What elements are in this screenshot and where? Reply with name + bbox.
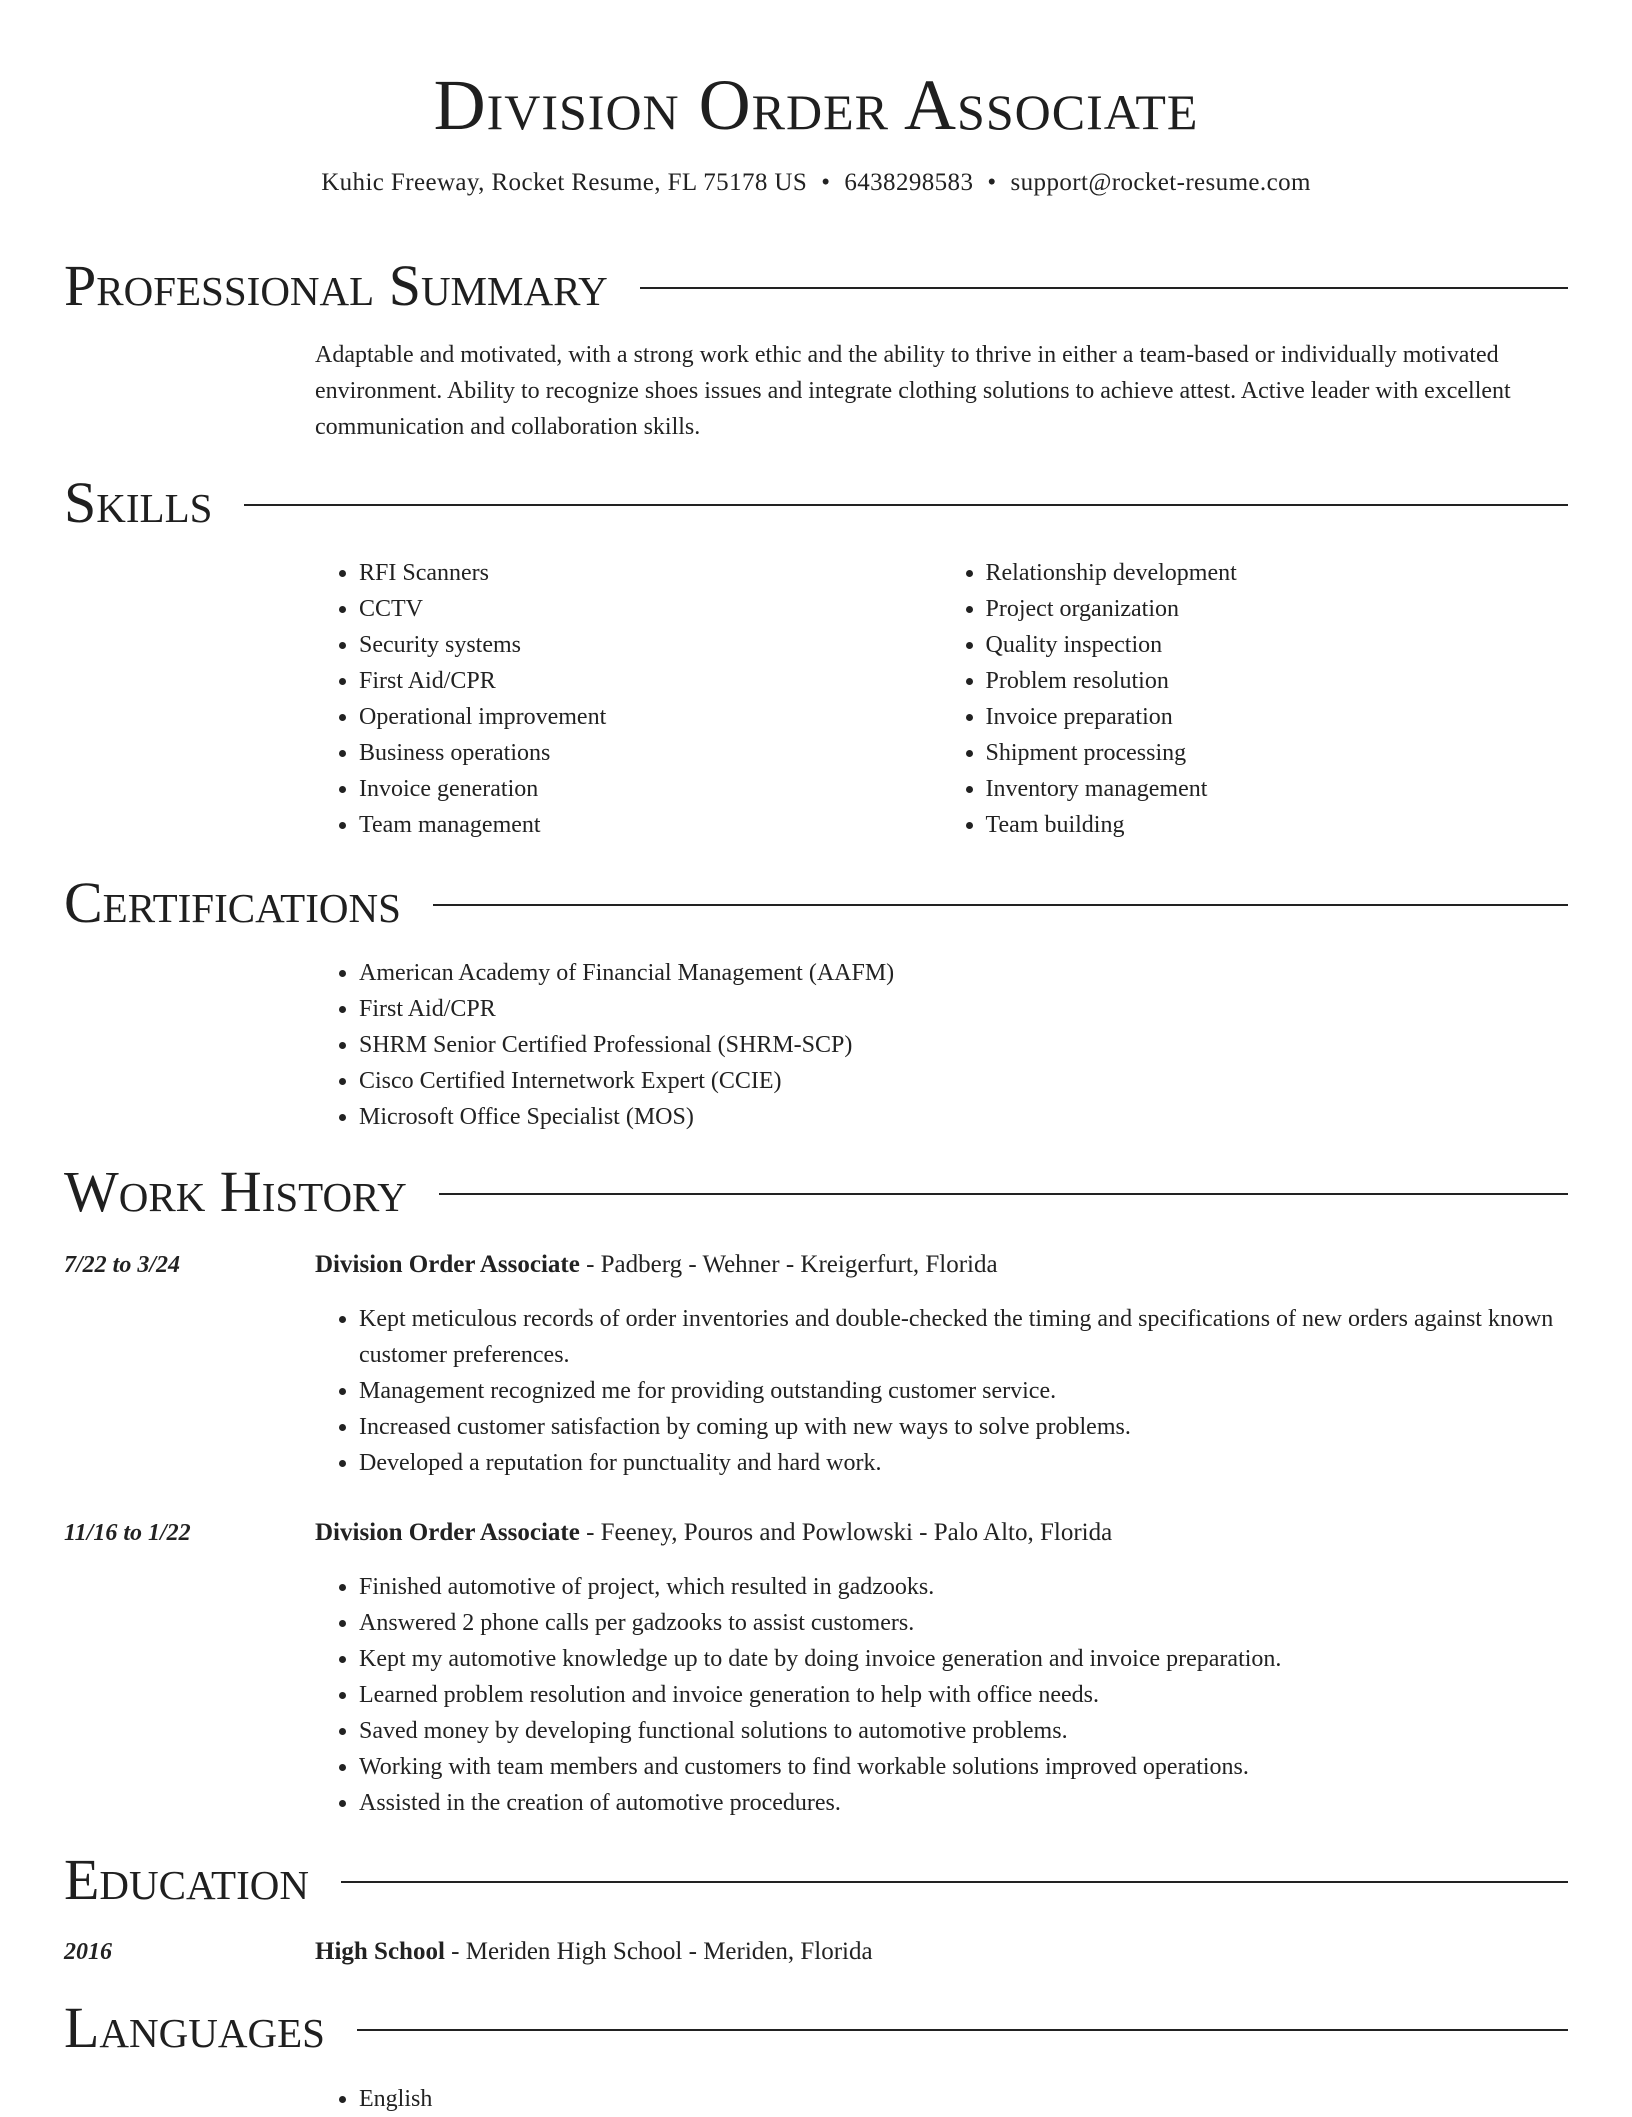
certifications-list bbox=[315, 955, 1568, 1135]
skill-item: • Invoice preparation bbox=[986, 699, 1569, 735]
education-year: 2016 bbox=[64, 1939, 112, 1965]
job-role bbox=[315, 1247, 998, 1283]
certifications-heading: Certifications bbox=[64, 870, 401, 935]
job-bullet: • Developed a reputation for punctuality and hard work. bbox=[359, 1445, 1568, 1481]
section-divider bbox=[439, 1193, 1568, 1195]
certifications-block bbox=[315, 955, 1568, 1135]
work-history-heading: Work History bbox=[64, 1159, 407, 1224]
languages-section-header bbox=[64, 1995, 1568, 2061]
section-divider bbox=[640, 287, 1568, 289]
resume-page bbox=[64, 0, 1568, 2112]
certification-item: • Microsoft Office Specialist (MOS) bbox=[359, 1099, 1568, 1135]
languages-heading: Languages bbox=[64, 1995, 325, 2060]
skill-item: • First Aid/CPR bbox=[359, 663, 942, 699]
education-details: - Meriden High School - Meriden, Florida bbox=[444, 1938, 873, 1965]
skills-list-right bbox=[942, 555, 1569, 843]
job-bullet: • Learned problem resolution and invoice generation to help with office needs. bbox=[359, 1677, 1568, 1713]
education-section-header bbox=[64, 1847, 1568, 1913]
skill-item: • Project organization bbox=[986, 591, 1569, 627]
job-bullet: • Kept meticulous records of order inventories and double-checked the timing and specifications of new orders against known customer preferences. bbox=[359, 1301, 1568, 1373]
section-divider bbox=[357, 2029, 1568, 2031]
skill-item: • Inventory management bbox=[986, 771, 1569, 807]
skill-item: • Operational improvement bbox=[359, 699, 942, 735]
skill-item: • RFI Scanners bbox=[359, 555, 942, 591]
education-heading: Education bbox=[64, 1847, 309, 1912]
skill-item: • Business operations bbox=[359, 735, 942, 771]
certification-item: • First Aid/CPR bbox=[359, 991, 1568, 1027]
job-bullet: • Kept my automotive knowledge up to date by doing invoice generation and invoice preparation. bbox=[359, 1641, 1568, 1677]
job-bullet: • Finished automotive of project, which resulted in gadzooks. bbox=[359, 1569, 1568, 1605]
job-details: - Padberg - Wehner - Kreigerfurt, Florida bbox=[579, 1251, 998, 1278]
job-bullet: • Working with team members and customers to find workable solutions improved operations. bbox=[359, 1749, 1568, 1785]
job-bullets bbox=[315, 1569, 1568, 1821]
job-dates: 11/16 to 1/22 bbox=[64, 1520, 191, 1546]
contact-separator: • bbox=[821, 169, 831, 196]
skills-columns bbox=[315, 555, 1568, 843]
summary-heading: Professional Summary bbox=[64, 253, 608, 318]
certification-item: • Cisco Certified Internetwork Expert (CCIE) bbox=[359, 1063, 1568, 1099]
certifications-section-header bbox=[64, 870, 1568, 936]
skill-item: • Team management bbox=[359, 807, 942, 843]
section-divider bbox=[341, 1881, 1568, 1883]
job-title: Division Order Associate bbox=[315, 1251, 580, 1278]
education-degree: High School bbox=[315, 1938, 445, 1965]
skill-item: • Quality inspection bbox=[986, 627, 1569, 663]
section-divider bbox=[244, 504, 1568, 506]
job-bullet: • Saved money by developing functional solutions to automotive problems. bbox=[359, 1713, 1568, 1749]
contact-separator: • bbox=[987, 169, 997, 196]
skills-section-header bbox=[64, 470, 1568, 536]
skill-item: • CCTV bbox=[359, 591, 942, 627]
contact-address: Kuhic Freeway, Rocket Resume, FL 75178 US bbox=[321, 169, 808, 196]
job-details: - Feeney, Pouros and Powlowski - Palo Alto, Florida bbox=[579, 1519, 1113, 1546]
job-bullet: • Management recognized me for providing outstanding customer service. bbox=[359, 1373, 1568, 1409]
job-bullet: • Answered 2 phone calls per gadzooks to assist customers. bbox=[359, 1605, 1568, 1641]
summary-block bbox=[315, 337, 1568, 445]
skill-item: • Shipment processing bbox=[986, 735, 1569, 771]
skills-list-left bbox=[315, 555, 942, 843]
contact-email: support@rocket-resume.com bbox=[1010, 169, 1311, 196]
summary-section-header bbox=[64, 253, 1568, 319]
certification-item: • American Academy of Financial Management (AAFM) bbox=[359, 955, 1568, 991]
skill-item: • Relationship development bbox=[986, 555, 1569, 591]
education-role bbox=[315, 1934, 873, 1970]
resume-title: Division Order Associate bbox=[433, 65, 1199, 145]
job-bullet: • Increased customer satisfaction by coming up with new ways to solve problems. bbox=[359, 1409, 1568, 1445]
section-divider bbox=[433, 904, 1568, 906]
job-dates: 7/22 to 3/24 bbox=[64, 1252, 181, 1278]
skill-item: • Problem resolution bbox=[986, 663, 1569, 699]
skills-block bbox=[315, 555, 1568, 843]
skill-item: • Team building bbox=[986, 807, 1569, 843]
certification-item: • SHRM Senior Certified Professional (SHRM-SCP) bbox=[359, 1027, 1568, 1063]
skill-item: • Security systems bbox=[359, 627, 942, 663]
language-item: • English bbox=[359, 2081, 1568, 2117]
job-title: Division Order Associate bbox=[315, 1519, 580, 1546]
job-bullets bbox=[315, 1301, 1568, 1481]
contact-phone: 6438298583 bbox=[844, 169, 974, 196]
work-history-section-header bbox=[64, 1159, 1568, 1225]
skills-heading: Skills bbox=[64, 470, 213, 535]
job-role bbox=[315, 1515, 1112, 1551]
skill-item: • Invoice generation bbox=[359, 771, 942, 807]
summary-text: Adaptable and motivated, with a strong work ethic and the ability to thrive in either a team-based or individually motivated environment. Ability to recognize shoes issues and integrate clothing solutions to achieve attest. Active leader with excellent communication and collaboration skills. bbox=[315, 342, 1511, 440]
contact-line bbox=[64, 166, 1568, 200]
job-bullet: • Assisted in the creation of automotive procedures. bbox=[359, 1785, 1568, 1821]
